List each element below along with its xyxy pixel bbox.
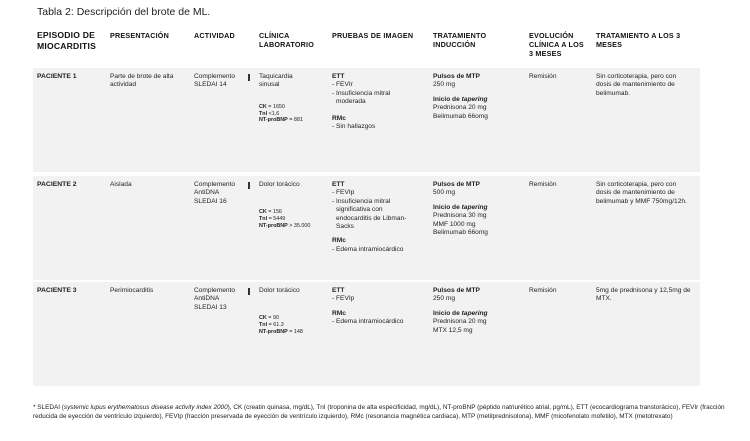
patient-label: PACIENTE 1 xyxy=(37,73,77,80)
three-month-cell: 5mg de prednisona y 12,5mg de MTX. xyxy=(596,287,691,303)
imaging-cell: ETT - FEVIp - Insuficiencia mitral significativa con endocarditis de Libman- Sacks RMc - Edema intramiocárdico xyxy=(332,181,407,253)
table-row xyxy=(33,176,700,280)
activity-marker xyxy=(248,288,250,295)
clinical-cell: Dolor torácico CK = 156 TnI = 5449 NT-proBNP > 35.000 xyxy=(259,181,311,229)
header-episodio: EPISODIO DE MIOCARDITIS xyxy=(37,30,97,51)
table-row xyxy=(33,282,700,386)
activity-cell: Complemento AntiDNA SLEDAI 16 xyxy=(194,181,236,205)
induction-cell: Pulsos de MTP 500 mg Inicio de tapering Prednisona 30 mg MMF 1000 mg Belimumab 66omg xyxy=(433,181,488,237)
presentation-cell: Parte de brote de alta actividad xyxy=(110,73,174,89)
evolution-cell: Remisión xyxy=(529,181,557,188)
patient-label: PACIENTE 3 xyxy=(37,287,77,294)
table-header xyxy=(33,24,700,66)
table-caption: Tabla 2: Descripción del brote de ML. xyxy=(37,6,211,18)
three-month-cell: Sin corticoterapia, pero con dosis de mantenimiento de belimumab. xyxy=(596,73,677,97)
induction-cell: Pulsos de MTP 250 mg Inicio de tapering Prednisona 20 mg Belimumab 66omg xyxy=(433,73,488,120)
table-row xyxy=(33,68,700,172)
activity-cell: Complemento AntiDNA SLEDAI 13 xyxy=(194,287,236,311)
header-evolucion: EVOLUCIÓN CLÍNICA A LOS 3 MESES xyxy=(529,31,584,58)
header-presentacion: PRESENTACIÓN xyxy=(110,31,169,40)
imaging-cell: ETT - FEVIr - Insuficiencia mitral moderada RMc - Sin hallazgos xyxy=(332,73,391,131)
header-tres-meses: TRATAMIENTO A LOS 3 MESES xyxy=(596,31,681,49)
header-actividad: ACTIVIDAD xyxy=(194,31,235,40)
activity-cell: Complemento SLEDAI 14 xyxy=(194,73,236,89)
header-clinica: CLÍNICA LABORATORIO xyxy=(259,31,315,49)
presentation-cell: Aislada xyxy=(110,181,132,188)
presentation-cell: Perimiocarditis xyxy=(110,287,154,294)
evolution-cell: Remisión xyxy=(529,73,557,80)
patient-label: PACIENTE 2 xyxy=(37,181,77,188)
clinical-cell: Taquicardia sinusal CK = 1650 TnI <1,6 NT-proBNP = 881 xyxy=(259,73,303,124)
activity-marker xyxy=(248,74,250,81)
evolution-cell: Remisión xyxy=(529,287,557,294)
three-month-cell: Sin corticoterapia, pero con dosis de mantenimiento de belimumab y MMF 750mg/12h. xyxy=(596,181,687,205)
clinical-cell: Dolor torácico CK = 90 TnI = 61.3 NT-proBNP = 148 xyxy=(259,287,303,335)
table-footnote: * SLEDAI (systemic lupus erythematosus disease activity index 2000), CK (creatin quinasa, mg/dL), TnI (troponina de alta especificidad, mg/dL), NT-proBNP (péptido natriurético atrial, pg/mL), ETT (ecocardiograma transtorácico), FEVIr (fracción reducida de eyección de ventrículo izquierdo), FEVIp (fracción preservada de eyección de ventrículo izquierdo), RMc (resonancia magnética cardiaca), MTP (metilprednisolona), MMF (micofenolato mofetilo), MTX (metotrexato) xyxy=(33,404,725,421)
induction-cell: Pulsos de MTP 250 mg Inicio de tapering Prednisona 20 mg MTX 12,5 mg xyxy=(433,287,488,334)
imaging-cell: ETT - FEVIp RMc - Edema intramiocárdico xyxy=(332,287,404,326)
header-pruebas: PRUEBAS DE IMAGEN xyxy=(332,31,414,40)
activity-marker xyxy=(248,182,250,189)
header-tratamiento: TRATAMIENTO INDUCCIÓN xyxy=(433,31,487,49)
